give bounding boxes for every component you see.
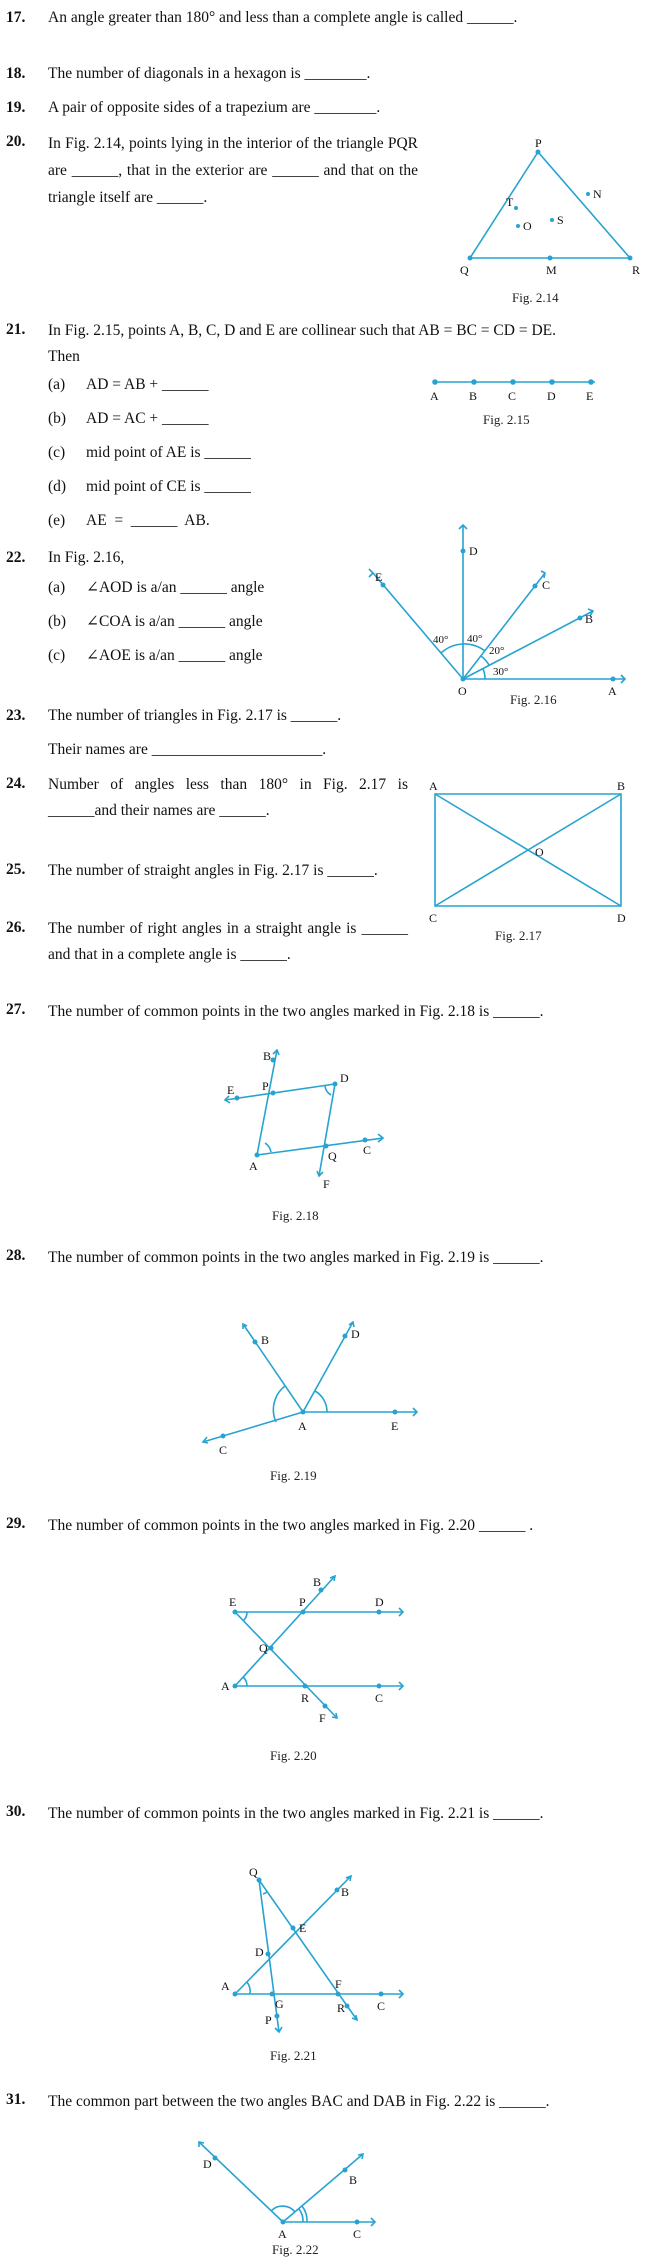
label-a: A bbox=[298, 1419, 307, 1433]
label-b: B bbox=[349, 2173, 358, 2187]
label-b: B bbox=[261, 1333, 270, 1347]
point-d bbox=[549, 379, 555, 385]
ray-ad bbox=[199, 2142, 283, 2222]
label-a: A bbox=[221, 1679, 230, 1693]
point-b bbox=[471, 379, 477, 385]
point-a bbox=[611, 677, 616, 682]
point-c bbox=[363, 1138, 368, 1143]
question-number: 31. bbox=[6, 2091, 26, 2108]
question-number: 19. bbox=[6, 99, 26, 116]
label-f: F bbox=[319, 1711, 326, 1725]
point-d bbox=[343, 1334, 348, 1339]
label-b: B bbox=[341, 1885, 350, 1899]
question-number: 17. bbox=[6, 9, 26, 26]
figure-2-17 bbox=[425, 780, 640, 930]
figure-2-20 bbox=[215, 1568, 415, 1748]
point-c bbox=[379, 1992, 384, 1997]
label-t: T bbox=[506, 195, 514, 209]
point-s bbox=[550, 218, 554, 222]
label-a: A bbox=[278, 2227, 287, 2241]
label-o: O bbox=[458, 684, 467, 698]
label-o: O bbox=[523, 219, 532, 233]
figure-2-14 bbox=[440, 136, 641, 290]
question-text: The number of common points in the two angles marked in Fig. 2.19 is ______. bbox=[48, 1249, 544, 1266]
question-number: 24. bbox=[6, 775, 26, 792]
question-number: 23. bbox=[6, 707, 26, 724]
caption-fig-2-18: Fig. 2.18 bbox=[272, 1208, 319, 1223]
point-o bbox=[461, 677, 466, 682]
ray-ab bbox=[235, 1576, 335, 1686]
label-e: E bbox=[229, 1595, 237, 1609]
point-p bbox=[271, 1091, 276, 1096]
question-number: 18. bbox=[6, 65, 26, 82]
point-a bbox=[233, 1992, 238, 1997]
point-d bbox=[213, 2156, 218, 2161]
label-d: D bbox=[255, 1945, 264, 1959]
caption-fig-2-14: Fig. 2.14 bbox=[512, 290, 559, 305]
question-number: 20. bbox=[6, 133, 26, 150]
label-c: C bbox=[429, 911, 438, 925]
figure-2-22 bbox=[195, 2138, 425, 2241]
label-c: C bbox=[377, 1999, 386, 2013]
label-e: E bbox=[586, 389, 594, 403]
arc-e bbox=[243, 1612, 247, 1621]
question-number: 29. bbox=[6, 1515, 26, 1532]
label-d: D bbox=[340, 1071, 349, 1085]
question-text: The number of straight angles in Fig. 2.17 is ______. bbox=[48, 862, 378, 879]
point-p bbox=[275, 2014, 280, 2019]
point-d bbox=[461, 549, 466, 554]
label-r: R bbox=[337, 2001, 346, 2015]
point-f bbox=[336, 1992, 341, 1997]
option-b: (b) AD = AC + ______ bbox=[48, 410, 209, 427]
question-number: 26. bbox=[6, 919, 26, 936]
question-text: In Fig. 2.16, bbox=[48, 549, 125, 566]
point-a bbox=[432, 379, 438, 385]
caption-fig-2-22: Fig. 2.22 bbox=[272, 2242, 319, 2257]
point-p bbox=[536, 150, 541, 155]
option-a: (a) ∠AOD is a/an ______ angle bbox=[48, 579, 265, 596]
option-c: (c) mid point of AE is ______ bbox=[48, 444, 251, 461]
point-e bbox=[235, 1096, 240, 1101]
figure-2-15 bbox=[425, 370, 625, 410]
point-c bbox=[533, 584, 538, 589]
label-p: P bbox=[265, 2013, 272, 2027]
point-e bbox=[393, 1410, 398, 1415]
arrow-e bbox=[369, 569, 373, 577]
label-a: A bbox=[430, 389, 439, 403]
line-ab bbox=[257, 1050, 277, 1155]
question-number: 27. bbox=[6, 1001, 26, 1018]
arc-a bbox=[247, 1982, 250, 1994]
label-b: B bbox=[617, 779, 626, 793]
point-b bbox=[578, 616, 583, 621]
label-d: D bbox=[203, 2157, 212, 2171]
point-r bbox=[345, 2004, 350, 2009]
figure-2-18 bbox=[215, 1040, 395, 1210]
label-c: C bbox=[542, 578, 551, 592]
point-a bbox=[281, 2220, 286, 2225]
label-b: B bbox=[313, 1575, 322, 1589]
figure-2-16 bbox=[355, 515, 635, 715]
label-q: Q bbox=[328, 1149, 337, 1163]
label-c: C bbox=[353, 2227, 362, 2241]
caption-fig-2-16: Fig. 2.16 bbox=[510, 692, 557, 707]
question-number: 21. bbox=[6, 321, 26, 338]
caption-fig-2-15: Fig. 2.15 bbox=[483, 412, 530, 427]
label-g: G bbox=[275, 1997, 284, 2011]
question-23-names: Their names are ______________________. bbox=[48, 741, 327, 758]
point-e bbox=[291, 1926, 296, 1931]
label-m: M bbox=[546, 263, 557, 277]
arc-doc bbox=[463, 644, 485, 651]
label-b: B bbox=[469, 389, 478, 403]
label-p: P bbox=[535, 136, 542, 150]
label-e: E bbox=[375, 570, 383, 584]
question-text: The number of diagonals in a hexagon is ________. bbox=[48, 65, 371, 82]
angle-cob: 20° bbox=[489, 645, 505, 657]
label-s: S bbox=[557, 213, 564, 227]
ray-ab bbox=[243, 1324, 303, 1412]
arc-boa bbox=[483, 669, 485, 679]
point-m bbox=[548, 256, 553, 261]
point-g bbox=[270, 1992, 275, 1997]
label-e: E bbox=[299, 1921, 307, 1935]
question-text: In Fig. 2.14, points lying in the interior of the triangle PQR are ______, that in the exterior are ______ and that on the triangle itself are ______. bbox=[48, 135, 418, 206]
question-number: 30. bbox=[6, 1803, 26, 1820]
caption-fig-2-20: Fig. 2.20 bbox=[270, 1748, 317, 1763]
label-d: D bbox=[469, 544, 478, 558]
ray-qr bbox=[259, 1880, 357, 2020]
label-o: O bbox=[535, 845, 544, 859]
option-c: (c) ∠AOE is a/an ______ angle bbox=[48, 647, 263, 664]
point-q bbox=[324, 1144, 329, 1149]
label-f: F bbox=[335, 1977, 342, 1991]
label-r: R bbox=[632, 263, 641, 277]
point-b bbox=[253, 1340, 258, 1345]
label-n: N bbox=[593, 187, 602, 201]
point-b bbox=[335, 1888, 340, 1893]
question-text: A pair of opposite sides of a trapezium are ________. bbox=[48, 99, 381, 116]
label-q: Q bbox=[460, 263, 469, 277]
caption-fig-2-17: Fig. 2.17 bbox=[495, 928, 542, 943]
label-a: A bbox=[608, 684, 617, 698]
label-d: D bbox=[547, 389, 556, 403]
point-n bbox=[586, 192, 590, 196]
label-e: E bbox=[227, 1083, 235, 1097]
question-number: 28. bbox=[6, 1247, 26, 1264]
point-t bbox=[514, 206, 518, 210]
ray-ef bbox=[235, 1612, 337, 1718]
triangle-pqr bbox=[470, 152, 630, 258]
caption-fig-2-21: Fig. 2.21 bbox=[270, 2048, 317, 2063]
question-text: An angle greater than 180° and less than a complete angle is called ______. bbox=[48, 9, 518, 26]
point-r bbox=[628, 256, 633, 261]
label-p: P bbox=[262, 1079, 269, 1093]
label-r: R bbox=[301, 1691, 310, 1705]
point-d bbox=[377, 1610, 382, 1615]
option-e: (e) AE = ______ AB. bbox=[48, 512, 210, 529]
label-c: C bbox=[375, 1691, 384, 1705]
figure-2-19 bbox=[195, 1310, 435, 1460]
point-q bbox=[269, 1646, 274, 1651]
arc-bac-1 bbox=[299, 2209, 303, 2222]
label-c: C bbox=[219, 1443, 228, 1457]
question-text: The number of triangles in Fig. 2.17 is ______. bbox=[48, 707, 342, 724]
angle-doc: 40° bbox=[467, 633, 483, 645]
option-b: (b) ∠COA is a/an ______ angle bbox=[48, 613, 263, 630]
point-q bbox=[468, 256, 473, 261]
point-d bbox=[266, 1952, 271, 1957]
label-a: A bbox=[221, 1979, 230, 1993]
question-text: The number of common points in the two angles marked in Fig. 2.21 is ______. bbox=[48, 1805, 544, 1822]
label-d: D bbox=[351, 1327, 360, 1341]
point-p bbox=[301, 1610, 306, 1615]
question-number: 25. bbox=[6, 861, 26, 878]
label-a: A bbox=[429, 779, 438, 793]
arc-a bbox=[265, 1143, 271, 1152]
question-text: Number of angles less than 180° in Fig. 2.17 is ______and their names are ______. bbox=[48, 776, 408, 819]
label-q: Q bbox=[259, 1641, 268, 1655]
ray-ac bbox=[203, 1412, 303, 1442]
figure-2-21 bbox=[215, 1862, 415, 2042]
question-text: In Fig. 2.15, points A, B, C, D and E are collinear such that AB = BC = CD = DE. Then bbox=[48, 322, 556, 365]
arc-q bbox=[263, 1892, 267, 1894]
point-d bbox=[333, 1082, 338, 1087]
question-text: The number of right angles in a straight angle is ______ and that in a complete angle is ______. bbox=[48, 920, 408, 963]
point-a bbox=[255, 1153, 260, 1158]
point-c bbox=[510, 379, 516, 385]
ray-ab bbox=[235, 1876, 351, 1994]
line-ed bbox=[225, 1084, 335, 1100]
question-number: 22. bbox=[6, 549, 26, 566]
arc-a bbox=[243, 1677, 247, 1686]
arc-dae bbox=[315, 1391, 327, 1412]
point-c bbox=[221, 1434, 226, 1439]
angle-eod: 40° bbox=[433, 634, 449, 646]
label-a: A bbox=[249, 1159, 258, 1173]
point-e bbox=[588, 379, 594, 385]
label-d: D bbox=[375, 1595, 384, 1609]
caption-fig-2-19: Fig. 2.19 bbox=[270, 1468, 317, 1483]
label-c: C bbox=[508, 389, 517, 403]
angle-boa: 30° bbox=[493, 666, 509, 678]
point-f bbox=[323, 1704, 328, 1709]
label-e: E bbox=[391, 1419, 399, 1433]
label-b: B bbox=[585, 612, 594, 626]
option-d: (d) mid point of CE is ______ bbox=[48, 478, 251, 495]
ray-oe bbox=[373, 573, 463, 679]
question-text: The number of common points in the two angles marked in Fig. 2.20 ______ . bbox=[48, 1517, 534, 1534]
label-b: B bbox=[263, 1049, 272, 1063]
question-text: The common part between the two angles BAC and DAB in Fig. 2.22 is ______. bbox=[48, 2093, 550, 2110]
arc-d bbox=[325, 1086, 331, 1095]
arc-bac bbox=[273, 1386, 285, 1422]
point-c bbox=[355, 2220, 360, 2225]
arc-dab bbox=[271, 2206, 295, 2212]
point-c bbox=[377, 1684, 382, 1689]
label-q: Q bbox=[249, 1865, 258, 1879]
arc-cob bbox=[481, 656, 489, 665]
point-a bbox=[301, 1410, 306, 1415]
point-a bbox=[233, 1684, 238, 1689]
question-text: The number of common points in the two angles marked in Fig. 2.18 is ______. bbox=[48, 1003, 544, 1020]
point-r bbox=[303, 1684, 308, 1689]
option-a: (a) AD = AB + ______ bbox=[48, 376, 209, 393]
label-p: P bbox=[299, 1595, 306, 1609]
label-c: C bbox=[363, 1143, 372, 1157]
ray-ob bbox=[463, 611, 593, 679]
label-d: D bbox=[617, 911, 626, 925]
point-b bbox=[271, 1058, 276, 1063]
point-o bbox=[516, 224, 520, 228]
point-e bbox=[233, 1610, 238, 1615]
ray-oc bbox=[463, 573, 545, 679]
point-b bbox=[343, 2168, 348, 2173]
label-f: F bbox=[323, 1177, 330, 1191]
